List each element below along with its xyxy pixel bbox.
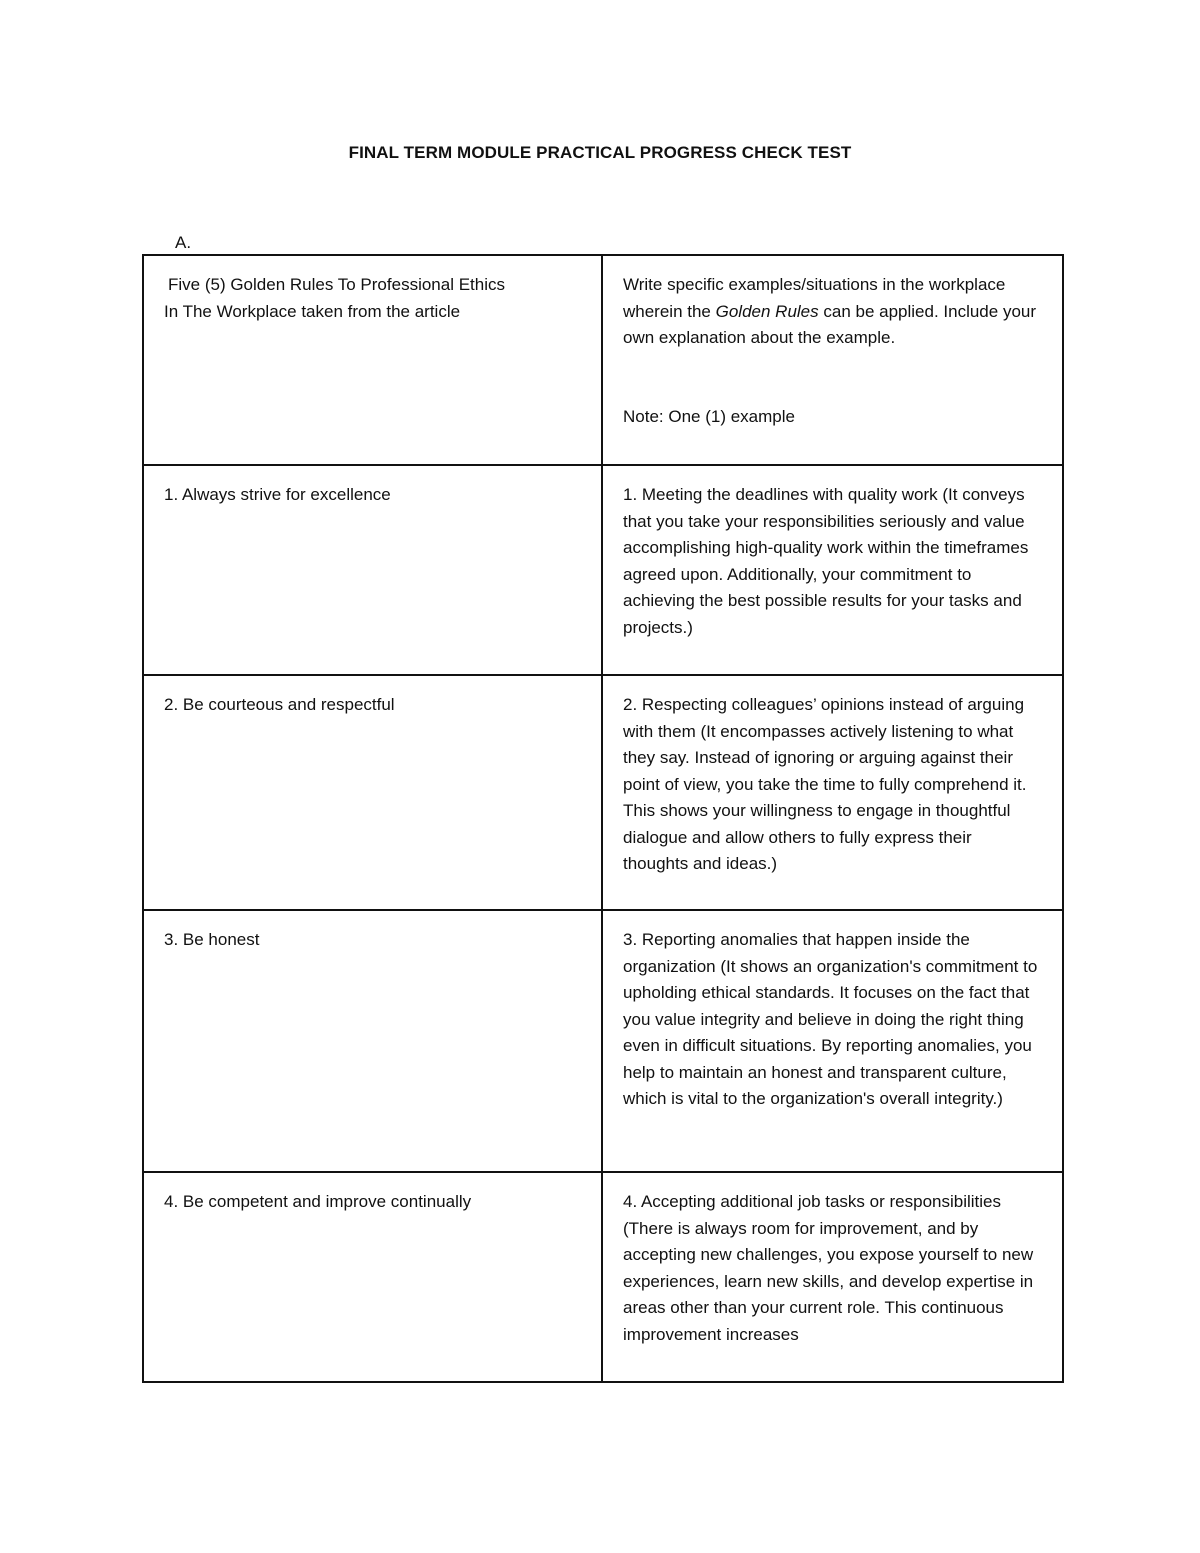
header-note: Note: One (1) example xyxy=(623,406,795,426)
header-rules-line-1: Five (5) Golden Rules To Professional Ethics xyxy=(168,275,506,294)
table-row xyxy=(143,910,1063,1172)
example-cell: 4. Accepting additional job tasks or responsibilities (There is always room for improvement, and by accepting new challenges, you expose yourself to new experiences, learn new skills, and develop expertise in areas other than your current role. This continuous improvement increases xyxy=(602,1172,1063,1382)
rule-cell: 1. Always strive for excellence xyxy=(143,465,602,675)
document-title: FINAL TERM MODULE PRACTICAL PROGRESS CHECK TEST xyxy=(348,143,852,162)
header-instruction-end: can be applied. Include your own explanation about the example. xyxy=(623,301,1037,347)
example-cell: 2. Respecting colleagues’ opinions instead of arguing with them (It encompasses actively listening to what they say. Instead of ignoring or arguing against their point of view, you take the time to fully comprehend it. This shows your willingness to engage in thoughtful dialogue and allow others to fully express their thoughts and ideas.) xyxy=(602,675,1063,910)
example-cell: 1. Meeting the deadlines with quality work (It conveys that you take your responsibilities seriously and value accomplishing high-quality work within the timeframes agreed upon. Additionally, your commitment to achieving the best possible results for your tasks and projects.) xyxy=(602,465,1063,675)
rule-cell: 4. Be competent and improve continually xyxy=(143,1172,602,1382)
example-cell: 3. Reporting anomalies that happen inside the organization (It shows an organization's commitment to upholding ethical standards. It focuses on the fact that you value integrity and believe in doing the right thing even in difficult situations. By reporting anomalies, you help to maintain an honest and transparent culture, which is vital to the organization's overall integrity.) xyxy=(602,910,1063,1172)
table-row xyxy=(143,675,1063,910)
rule-cell: 3. Be honest xyxy=(143,910,602,1172)
header-instruction-start: Write specific examples/situations in the workplace wherein the xyxy=(623,275,1006,321)
section-label: A. xyxy=(175,233,192,252)
rule-cell: 2. Be courteous and respectful xyxy=(143,675,602,910)
header-examples-instruction xyxy=(623,275,1036,347)
golden-rules-table xyxy=(142,254,1064,1383)
table-header-row xyxy=(143,255,1063,465)
header-instruction-italic: Golden Rules xyxy=(715,301,819,321)
table-row xyxy=(143,1172,1063,1382)
header-rules-cell xyxy=(143,255,602,465)
header-examples-cell xyxy=(602,255,1063,465)
table-row xyxy=(143,465,1063,675)
header-rules-line-2: In The Workplace taken from the article xyxy=(164,301,461,321)
